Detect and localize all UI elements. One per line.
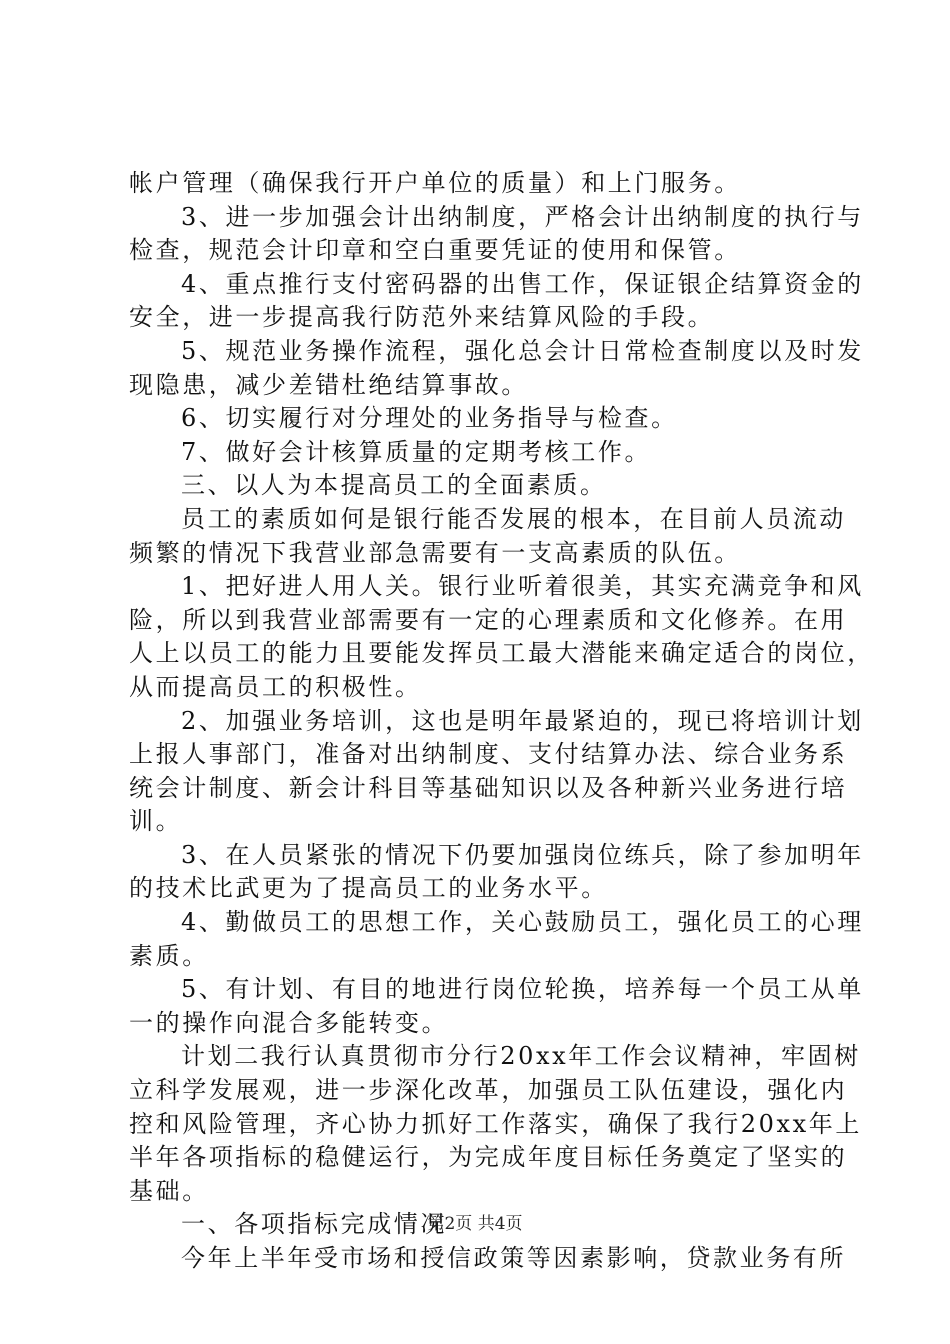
text-line: 现隐患，减少差错杜绝结算事故。 [129, 370, 528, 399]
text-line: 今年上半年受市场和授信政策等因素影响，贷款业务有所 [181, 1244, 846, 1272]
text-line: 统会计制度、新会计科目等基础知识以及各种新兴业务进行培 [129, 773, 848, 802]
text-line: 员工的素质如何是银行能否发展的根本，在目前人员流动 [181, 504, 846, 533]
text-line: 险，所以到我营业部需要有一定的心理素质和文化修养。在用 [129, 605, 848, 634]
text-line: 7、做好会计核算质量的定期考核工作。 [181, 437, 652, 466]
text-line: 5、规范业务操作流程，强化总会计日常检查制度以及时发 [181, 336, 864, 365]
text-line: 半年各项指标的稳健运行，为完成年度目标任务奠定了坚实的 [129, 1143, 848, 1172]
document-body [129, 167, 874, 1276]
text-line: 安全，进一步提高我行防范外来结算风险的手段。 [129, 303, 715, 332]
text-line: 训。 [129, 807, 183, 836]
text-line: 计划二我行认真贯彻市分行20xx年工作会议精神，牢固树 [181, 1042, 861, 1071]
text-line: 基础。 [129, 1176, 209, 1205]
text-line: 5、有计划、有目的地进行岗位轮换，培养每一个员工从单 [181, 975, 864, 1004]
text-line: 3、在人员紧张的情况下仍要加强岗位练兵，除了参加明年 [181, 840, 864, 869]
section-heading: 三、以人为本提高员工的全面素质。 [181, 471, 607, 500]
text-line: 素质。 [129, 941, 209, 970]
text-line: 立科学发展观，进一步深化改革，加强员工队伍建设，强化内 [129, 1076, 848, 1105]
text-line: 上报人事部门，准备对出纳制度、支付结算办法、综合业务系 [129, 740, 848, 769]
text-line: 的技术比武更为了提高员工的业务水平。 [129, 874, 608, 903]
text-line: 6、切实履行对分理处的业务指导与检查。 [181, 404, 678, 433]
text-line: 4、勤做员工的思想工作，关心鼓励员工，强化员工的心理 [181, 908, 864, 937]
text-line: 从而提高员工的积极性。 [129, 672, 422, 701]
section-heading: 一、各项指标完成情况 [181, 1210, 447, 1239]
text-line: 1、把好进人用人关。银行业听着很美，其实充满竞争和风 [181, 572, 864, 601]
text-line: 检查，规范会计印章和空白重要凭证的使用和保管。 [129, 236, 741, 265]
text-line: 一的操作向混合多能转变。 [129, 1008, 449, 1037]
text-line: 控和风险管理，齐心协力抓好工作落实，确保了我行20xx年上 [129, 1109, 863, 1138]
text-line: 2、加强业务培训，这也是明年最紧迫的，现已将培训计划 [181, 706, 864, 735]
text-line: 频繁的情况下我营业部急需要有一支高素质的队伍。 [129, 538, 741, 567]
text-line: 帐户管理（确保我行开户单位的质量）和上门服务。 [129, 169, 741, 197]
text-line: 3、进一步加强会计出纳制度，严格会计出纳制度的执行与 [181, 202, 864, 231]
text-line: 4、重点推行支付密码器的出售工作，保证银企结算资金的 [181, 269, 864, 298]
page-number-footer: 第2页 共4页 [427, 1214, 523, 1234]
text-line: 人上以员工的能力且要能发挥员工最大潜能来确定适合的岗位， [129, 639, 874, 668]
